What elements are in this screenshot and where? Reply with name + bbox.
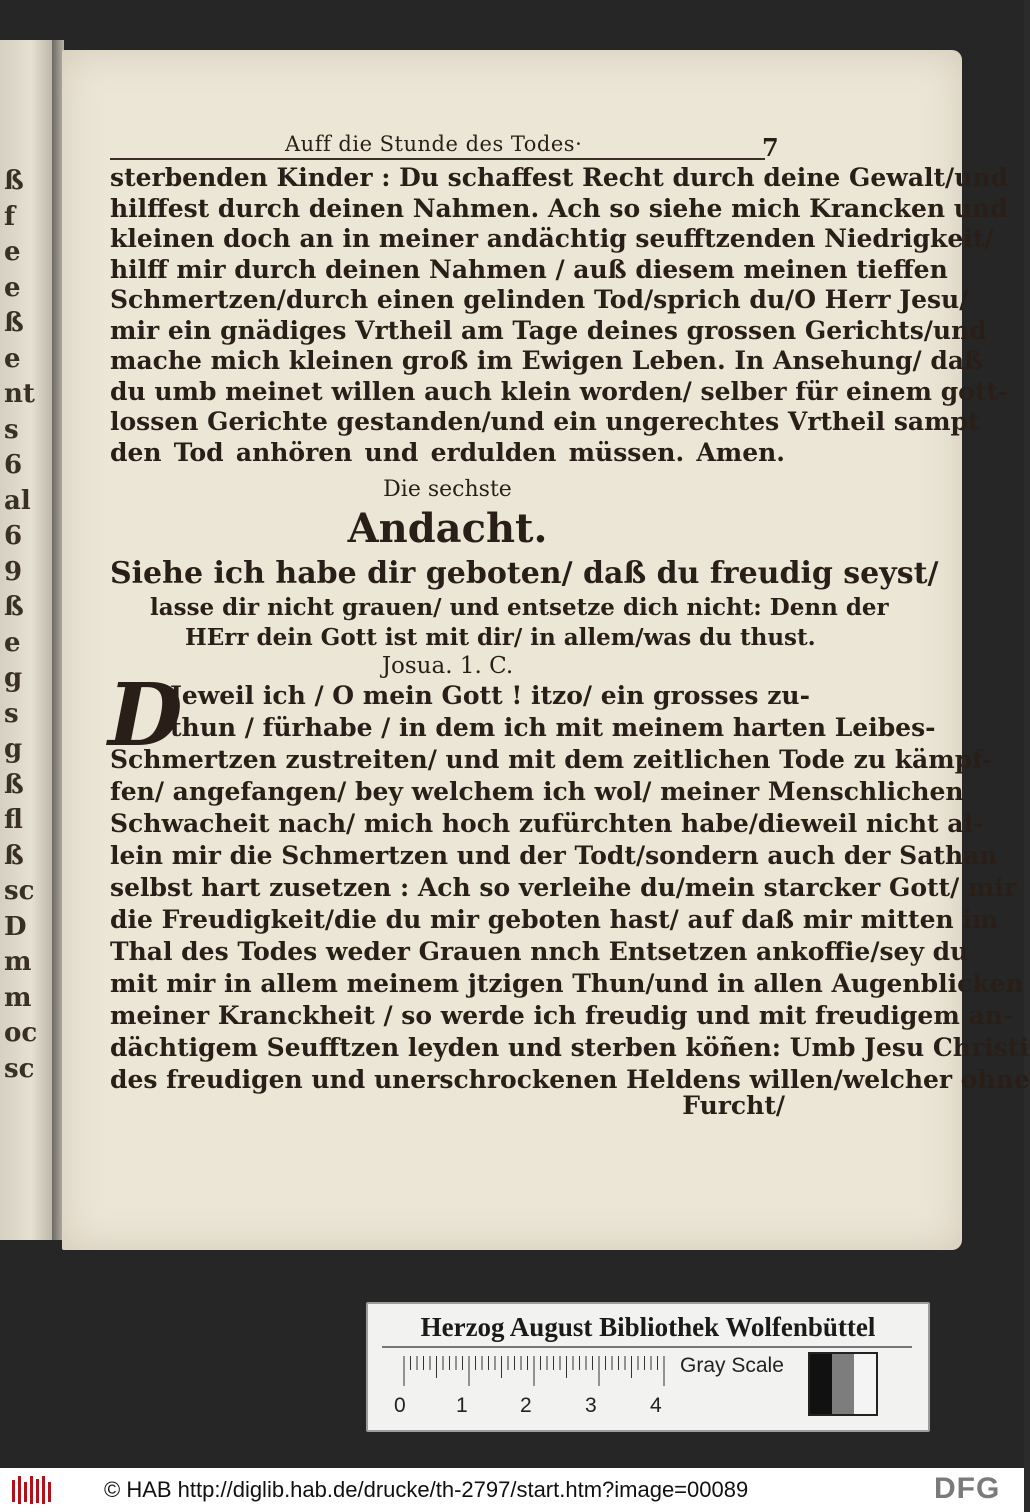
previous-page-glyph: e (4, 627, 21, 658)
text-line: thun / fürhabe / in dem ich mit meinem harten Leibes- (170, 713, 936, 742)
previous-page-glyph: sc (4, 876, 35, 906)
text-line: du umb meinet willen auch klein worden/ selber für einem gott- (110, 376, 1009, 406)
previous-page-glyph: m (4, 947, 32, 977)
scale-number-1: 1 (456, 1394, 468, 1417)
scripture-reference: Josua. 1. C. (381, 653, 514, 679)
previous-page-glyph: 6 (4, 450, 23, 480)
previous-page-glyph: ß (4, 166, 24, 196)
text-line: Schmertzen/durch einen gelinden Tod/sprich du/O Herr Jesu/ (110, 285, 969, 314)
head-rule (110, 158, 765, 160)
previous-page-glyph: g (4, 663, 23, 693)
page-number: 7 (762, 133, 779, 162)
previous-page-glyph: m (4, 982, 32, 1013)
scale-number-0: 0 (394, 1394, 406, 1417)
previous-page-glyph: e (4, 272, 21, 303)
previous-page-glyph: nt (4, 379, 35, 409)
text-line: des freudigen und unerschrockenen Heldens willen/welcher ohne (110, 1065, 1030, 1094)
text-line: lein mir die Schmertzen und der Todt/sondern auch der Sathan (110, 841, 998, 870)
previous-page-glyph: e (4, 343, 21, 374)
motto-line: Siehe ich habe dir geboten/ daß du freudig seyst/ (110, 556, 939, 591)
swatch-black (810, 1354, 832, 1414)
text-line: meiner Kranckheit / so werde ich freudig und mit freudigem an- (110, 1001, 1014, 1030)
text-line: selbst hart zusetzen : Ach so verleihe du/mein starcker Gott/ mir (110, 873, 1018, 902)
library-name: Herzog August Bibliothek Wolfenbüttel (420, 1312, 876, 1342)
text-line: dächtigem Seufftzen leyden und sterben köñen: Umb Jesu Christi (110, 1033, 1029, 1062)
previous-page-glyph: ß (4, 308, 24, 338)
text-line: mache mich kleinen groß im Ewigen Leben. In Ansehung/ daß (110, 346, 984, 375)
footer-copyright-url[interactable]: © HAB http://diglib.hab.de/drucke/th-2797/start.htm?image=00089 (104, 1477, 749, 1502)
previous-page-glyph: ß (4, 840, 24, 871)
running-head: Auff die Stunde des Todes· (285, 132, 583, 156)
previous-page-glyph: ß (4, 769, 24, 800)
previous-page-glyph: 9 (4, 556, 23, 587)
previous-page-glyph: 6 (4, 521, 23, 551)
previous-page-glyph: fl (4, 805, 23, 835)
ruler-scale (400, 1352, 670, 1394)
scale-number-3: 3 (585, 1394, 597, 1417)
previous-page-glyph: f (4, 201, 16, 232)
scale-number-4: 4 (650, 1394, 662, 1417)
text-line: die Freudigkeit/die du mir geboten hast/ auf daß mir mitten im (110, 905, 999, 934)
previous-page-glyph: e (4, 237, 21, 267)
scale-number-2: 2 (520, 1394, 532, 1417)
gray-swatch (808, 1352, 878, 1416)
swatch-gray (832, 1354, 854, 1414)
section-label: Die sechste (383, 477, 512, 502)
motto-line: lasse dir nicht grauen/ und entsetze dich nicht: Denn der (150, 594, 889, 621)
previous-page-glyph: D (4, 911, 27, 942)
text-line: fen/ angefangen/ bey welchem ich wol/ meiner Menschlichen (110, 777, 964, 806)
previous-page-glyph: s (4, 698, 19, 729)
text-line: kleinen doch an in meiner andächtig seufftzenden Niedrigkeit/ (110, 224, 994, 253)
text-line: Thal des Todes weder Grauen nnch Entsetzen ankoffie/sey du (110, 937, 969, 966)
text-line: sterbenden Kinder : Du schaffest Recht durch deine Gewalt/und (110, 163, 1009, 192)
section-title: Andacht. (347, 505, 548, 552)
previous-page-glyph: al (4, 485, 31, 516)
previous-page-glyph: oc (4, 1018, 38, 1048)
hab-barcode-logo-icon (12, 1476, 52, 1504)
text-line: hilffest durch deinen Nahmen. Ach so siehe mich Krancken und (110, 193, 1008, 223)
motto-line: HErr dein Gott ist mit dir/ in allem/was du thust. (185, 624, 816, 651)
previous-page-glyph: s (4, 414, 19, 445)
text-line: hilff mir durch deinen Nahmen / auß diesem meinen tieffen (110, 254, 948, 284)
label-divider (382, 1346, 912, 1348)
swatch-white (854, 1354, 876, 1414)
text-line: Schwacheit nach/ mich hoch zufürchten habe/dieweil nicht al- (110, 809, 984, 838)
text-line: mir ein gnädiges Vrtheil am Tage deines grossen Gerichts/und (110, 315, 987, 345)
dfg-logo: DFG (934, 1472, 1001, 1505)
text-line: Jeweil ich / O mein Gott ! itzo/ ein grosses zu- (170, 681, 810, 710)
drop-cap: D (108, 665, 183, 766)
text-line: Schmertzen zustreiten/ und mit dem zeitlichen Tode zu kämpf- (110, 745, 993, 774)
footer-bar (0, 1468, 1024, 1512)
library-label-card (366, 1302, 930, 1432)
gray-scale-label: Gray Scale (680, 1354, 784, 1377)
previous-page-glyph: ß (4, 592, 24, 622)
text-line: den Tod anhören und erdulden müssen. Amen. (110, 437, 785, 467)
text-line: lossen Gerichte gestanden/und ein ungerechtes Vrtheil sampt (110, 407, 980, 436)
catchword: Furcht/ (682, 1091, 785, 1120)
text-line: mit mir in allem meinem jtzigen Thun/und in allen Augenblicken (110, 969, 1024, 998)
previous-page-glyph: g (4, 734, 23, 764)
previous-page-glyph: sc (4, 1053, 35, 1084)
